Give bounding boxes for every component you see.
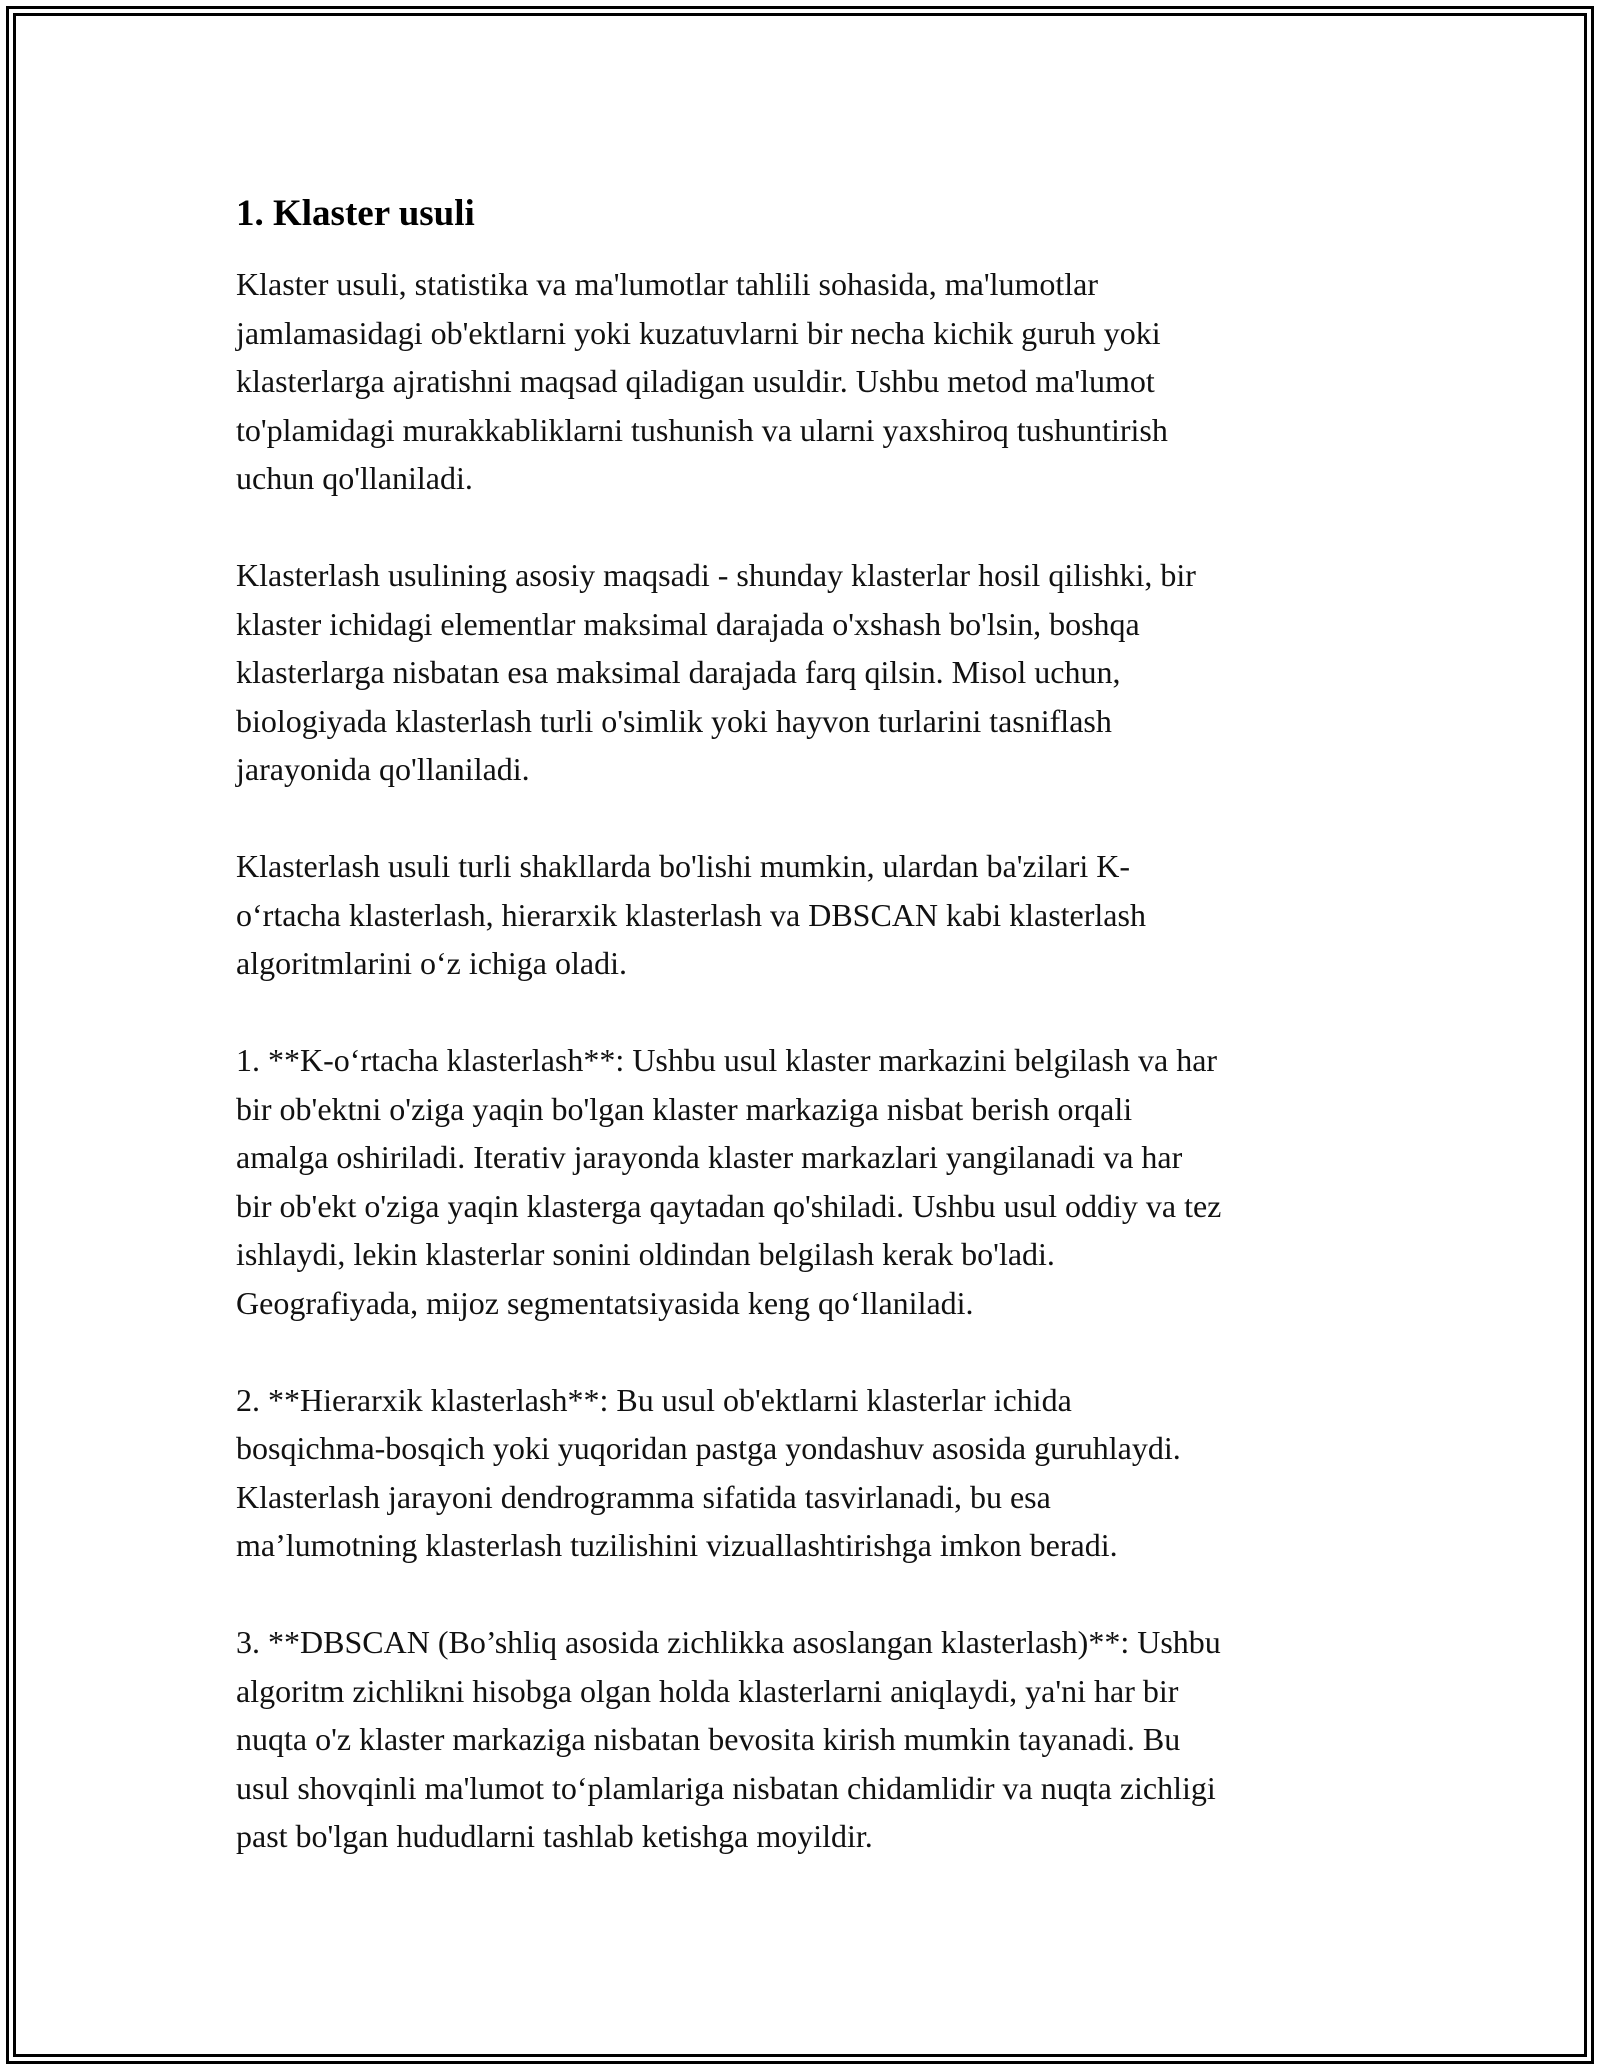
paragraph-line: nuqta o'z klaster markaziga nisbatan bevosita kirish mumkin tayanadi. Bu (236, 1721, 1181, 1757)
paragraph-line: o‘rtacha klasterlash, hierarxik klasterlash va DBSCAN kabi klasterlash (236, 896, 1146, 933)
paragraph-line: algoritmlarini o‘z ichiga oladi. (236, 945, 627, 981)
paragraph-line: 2. **Hierarxik klasterlash**: Bu usul ob'ektlarni klasterlar ichida (236, 1381, 1072, 1418)
paragraph-line: biologiyada klasterlash turli o'simlik yoki hayvon turlarini tasniflash (236, 702, 1112, 739)
paragraph-line: bosqichma-bosqich yoki yuqoridan pastga yondashuv asosida guruhlaydi. (236, 1430, 1181, 1466)
paragraph-line: jarayonida qo'llaniladi. (236, 751, 530, 787)
paragraph-line: klasterlarga ajratishni maqsad qiladigan usuldir. Ushbu metod ma'lumot (236, 363, 1155, 399)
paragraph (236, 842, 1366, 988)
paragraph-line: amalga oshiriladi. Iterativ jarayonda klaster markazlari yangilanadi va har (236, 1139, 1183, 1175)
paragraph-line: past bo'lgan hududlarni tashlab ketishga moyildir. (236, 1818, 873, 1854)
paragraph-line: ma’lumotning klasterlash tuzilishini vizuallashtirishga imkon beradi. (236, 1527, 1118, 1563)
paragraph-line: klasterlarga nisbatan esa maksimal darajada farq qilsin. Misol uchun, (236, 654, 1121, 690)
paragraph-line: ishlaydi, lekin klasterlar sonini oldindan belgilash kerak bo'ladi. (236, 1236, 1055, 1272)
paragraph-line: bir ob'ektni o'ziga yaqin bo'lgan klaster markaziga nisbat berish orqali (236, 1090, 1133, 1127)
section-title: 1. Klaster usuli (236, 193, 475, 234)
paragraph (236, 260, 1366, 503)
paragraph (236, 551, 1366, 794)
paragraph-line: bir ob'ekt o'ziga yaqin klasterga qaytadan qo'shiladi. Ushbu usul oddiy va tez (236, 1187, 1222, 1224)
paragraph-line: to'plamidagi murakkabliklarni tushunish va ularni yaxshiroq tushuntirish (236, 411, 1168, 448)
paragraph-line: Geografiyada, mijoz segmentatsiyasida keng qo‘llaniladi. (236, 1284, 974, 1321)
paragraph (236, 1376, 1366, 1570)
paragraph-line: 1. **K-o‘rtacha klasterlash**: Ushbu usul klaster markazini belgilash va har (236, 1042, 1218, 1078)
paragraph-line: Klasterlash jarayoni dendrogramma sifatida tasvirlanadi, bu esa (236, 1478, 1051, 1515)
paragraph-list (236, 260, 1366, 1861)
paragraph (236, 1036, 1366, 1327)
paragraph-line: klaster ichidagi elementlar maksimal darajada o'xshash bo'lsin, boshqa (236, 605, 1140, 642)
paragraph-line: Klasterlash usuli turli shakllarda bo'lishi mumkin, ulardan ba'zilari K- (236, 848, 1130, 884)
paragraph-line: 3. **DBSCAN (Bo’shliq asosida zichlikka asoslangan klasterlash)**: Ushbu (236, 1624, 1221, 1660)
document-body (236, 190, 1366, 1909)
paragraph (236, 1618, 1366, 1861)
paragraph-line: uchun qo'llaniladi. (236, 460, 473, 496)
paragraph-line: jamlamasidagi ob'ektlarni yoki kuzatuvlarni bir necha kichik guruh yoki (236, 314, 1161, 351)
paragraph-line: usul shovqinli ma'lumot to‘plamlariga nisbatan chidamlidir va nuqta zichligi (236, 1769, 1216, 1806)
paragraph-line: Klaster usuli, statistika va ma'lumotlar tahlili sohasida, ma'lumotlar (236, 266, 1099, 302)
paragraph-line: Klasterlash usulining asosiy maqsadi - shunday klasterlar hosil qilishki, bir (236, 557, 1196, 593)
paragraph-line: algoritm zichlikni hisobga olgan holda klasterlarni aniqlaydi, ya'ni har bir (236, 1672, 1179, 1709)
